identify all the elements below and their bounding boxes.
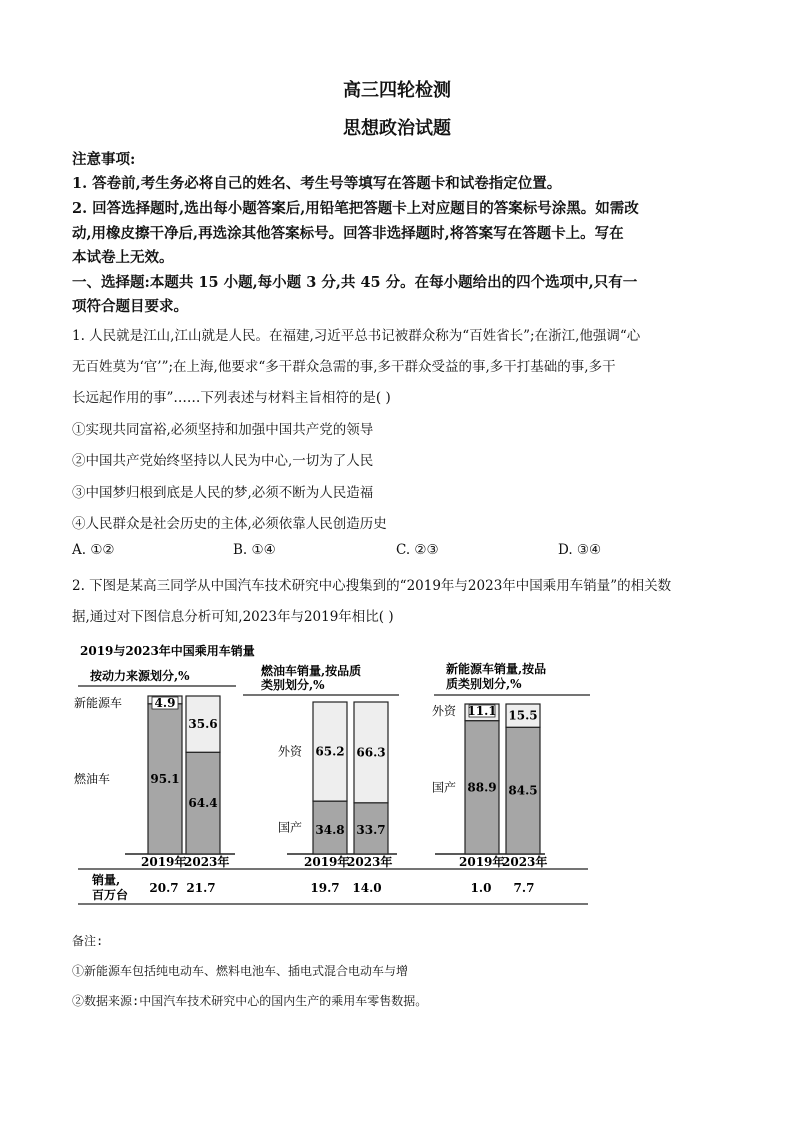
sales-value: 7.7	[513, 881, 535, 895]
bar-value-label: 33.7	[356, 823, 386, 837]
bar-value-label: 64.4	[188, 796, 218, 811]
bar-value-label: 65.2	[315, 744, 345, 759]
notice-line: 1. 答卷前,考生务必将自己的姓名、考生号等填写在答题卡和试卷指定位置。	[72, 175, 562, 192]
series-label: 外资	[278, 744, 303, 759]
series-label: 燃油车	[74, 771, 111, 786]
year-label: 2019年	[459, 855, 505, 869]
q1-option-d: D. ③④	[558, 542, 602, 558]
notes-line: ②数据来源:中国汽车技术研究中心的国内生产的乘用车零售数据。	[72, 994, 428, 1008]
year-label: 2019年	[304, 855, 350, 869]
panel2-title: 类别划分,%	[261, 678, 325, 692]
q1-stem: 1. 人民就是江山,江山就是人民。在福建,习近平总书记被群众称为“百姓省长”;在浙江,他强调“心	[72, 328, 641, 344]
sales-value: 21.7	[186, 881, 216, 895]
q1-option-c: C. ②③	[396, 542, 439, 558]
sales-label: 销量,	[92, 873, 121, 887]
q1-stem: 长远起作用的事”……下列表述与材料主旨相符的是( )	[72, 390, 391, 406]
panel1-title: 按动力来源划分,%	[90, 669, 190, 683]
bar-value-label: 11.1	[467, 704, 497, 718]
year-label: 2023年	[347, 855, 393, 869]
section-heading: 一、选择题:本题共 15 小题,每小题 3 分,共 45 分。在每小题给出的四个选项中,只有一	[72, 274, 638, 291]
panel2-title: 燃油车销量,按品质	[261, 664, 362, 678]
bar-value-label: 95.1	[150, 771, 180, 786]
sales-chart	[70, 636, 610, 916]
q2-stem: 2. 下图是某高三同学从中国汽车技术研究中心搜集到的“2019年与2023年中国乘用车销量”的相关数	[72, 578, 672, 594]
notice-heading: 注意事项:	[72, 151, 136, 168]
bar-value-label: 66.3	[356, 745, 386, 760]
exam-subtitle: 思想政治试题	[343, 118, 451, 139]
series-label: 国产	[432, 780, 457, 795]
sales-value: 19.7	[310, 881, 340, 895]
notice-line: 本试卷上无效。	[72, 249, 174, 266]
year-label: 2023年	[184, 855, 230, 869]
notice-line: 2. 回答选择题时,选出每小题答案后,用铅笔把答题卡上对应题目的答案标号涂黑。如需改	[72, 200, 639, 217]
chart-title: 2019与2023年中国乘用车销量	[80, 644, 255, 658]
sales-label: 百万台	[92, 888, 129, 902]
section-heading: 项符合题目要求。	[72, 298, 188, 315]
q1-option-b: B. ①④	[233, 542, 276, 558]
year-label: 2023年	[502, 855, 548, 869]
bar-marks	[74, 695, 540, 854]
notes-line: ①新能源车包括纯电动车、燃料电池车、插电式混合电动车与增	[72, 964, 409, 978]
bar-value-label: 35.6	[188, 717, 218, 732]
q2-stem: 据,通过对下图信息分析可知,2023年与2019年相比( )	[72, 609, 394, 625]
q1-stem: 无百姓莫为‘官’”;在上海,他要求“多干群众急需的事,多干群众受益的事,多干打基础的事,多干	[72, 359, 616, 375]
q1-statement: ③中国梦归根到底是人民的梦,必须不断为人民造福	[72, 485, 374, 501]
q1-option-a: A. ①②	[72, 542, 115, 558]
bar-value-label: 4.9	[154, 696, 176, 710]
notice-line: 动,用橡皮擦干净后,再选涂其他答案标号。回答非选择题时,将答案写在答题卡上。写在	[72, 225, 624, 242]
q1-statement: ②中国共产党始终坚持以人民为中心,一切为了人民	[72, 453, 374, 469]
series-label: 外资	[432, 704, 457, 718]
series-label: 国产	[278, 820, 303, 835]
panel3-title: 新能源车销量,按品	[446, 662, 547, 676]
panel3-title: 质类别划分,%	[446, 677, 522, 691]
bar-value-label: 88.9	[467, 780, 497, 795]
q1-statement: ④人民群众是社会历史的主体,必须依靠人民创造历史	[72, 516, 387, 532]
q1-statement: ①实现共同富裕,必须坚持和加强中国共产党的领导	[72, 422, 374, 438]
bar-value-label: 84.5	[508, 783, 538, 798]
year-label: 2019年	[141, 855, 187, 869]
bar-value-label: 34.8	[315, 823, 345, 837]
exam-title: 高三四轮检测	[343, 80, 451, 101]
sales-value: 14.0	[352, 881, 382, 895]
bar-value-label: 15.5	[508, 708, 538, 723]
notes-heading: 备注:	[72, 934, 104, 948]
sales-value: 20.7	[149, 881, 179, 895]
series-label: 新能源车	[74, 696, 123, 710]
sales-value: 1.0	[470, 881, 492, 895]
